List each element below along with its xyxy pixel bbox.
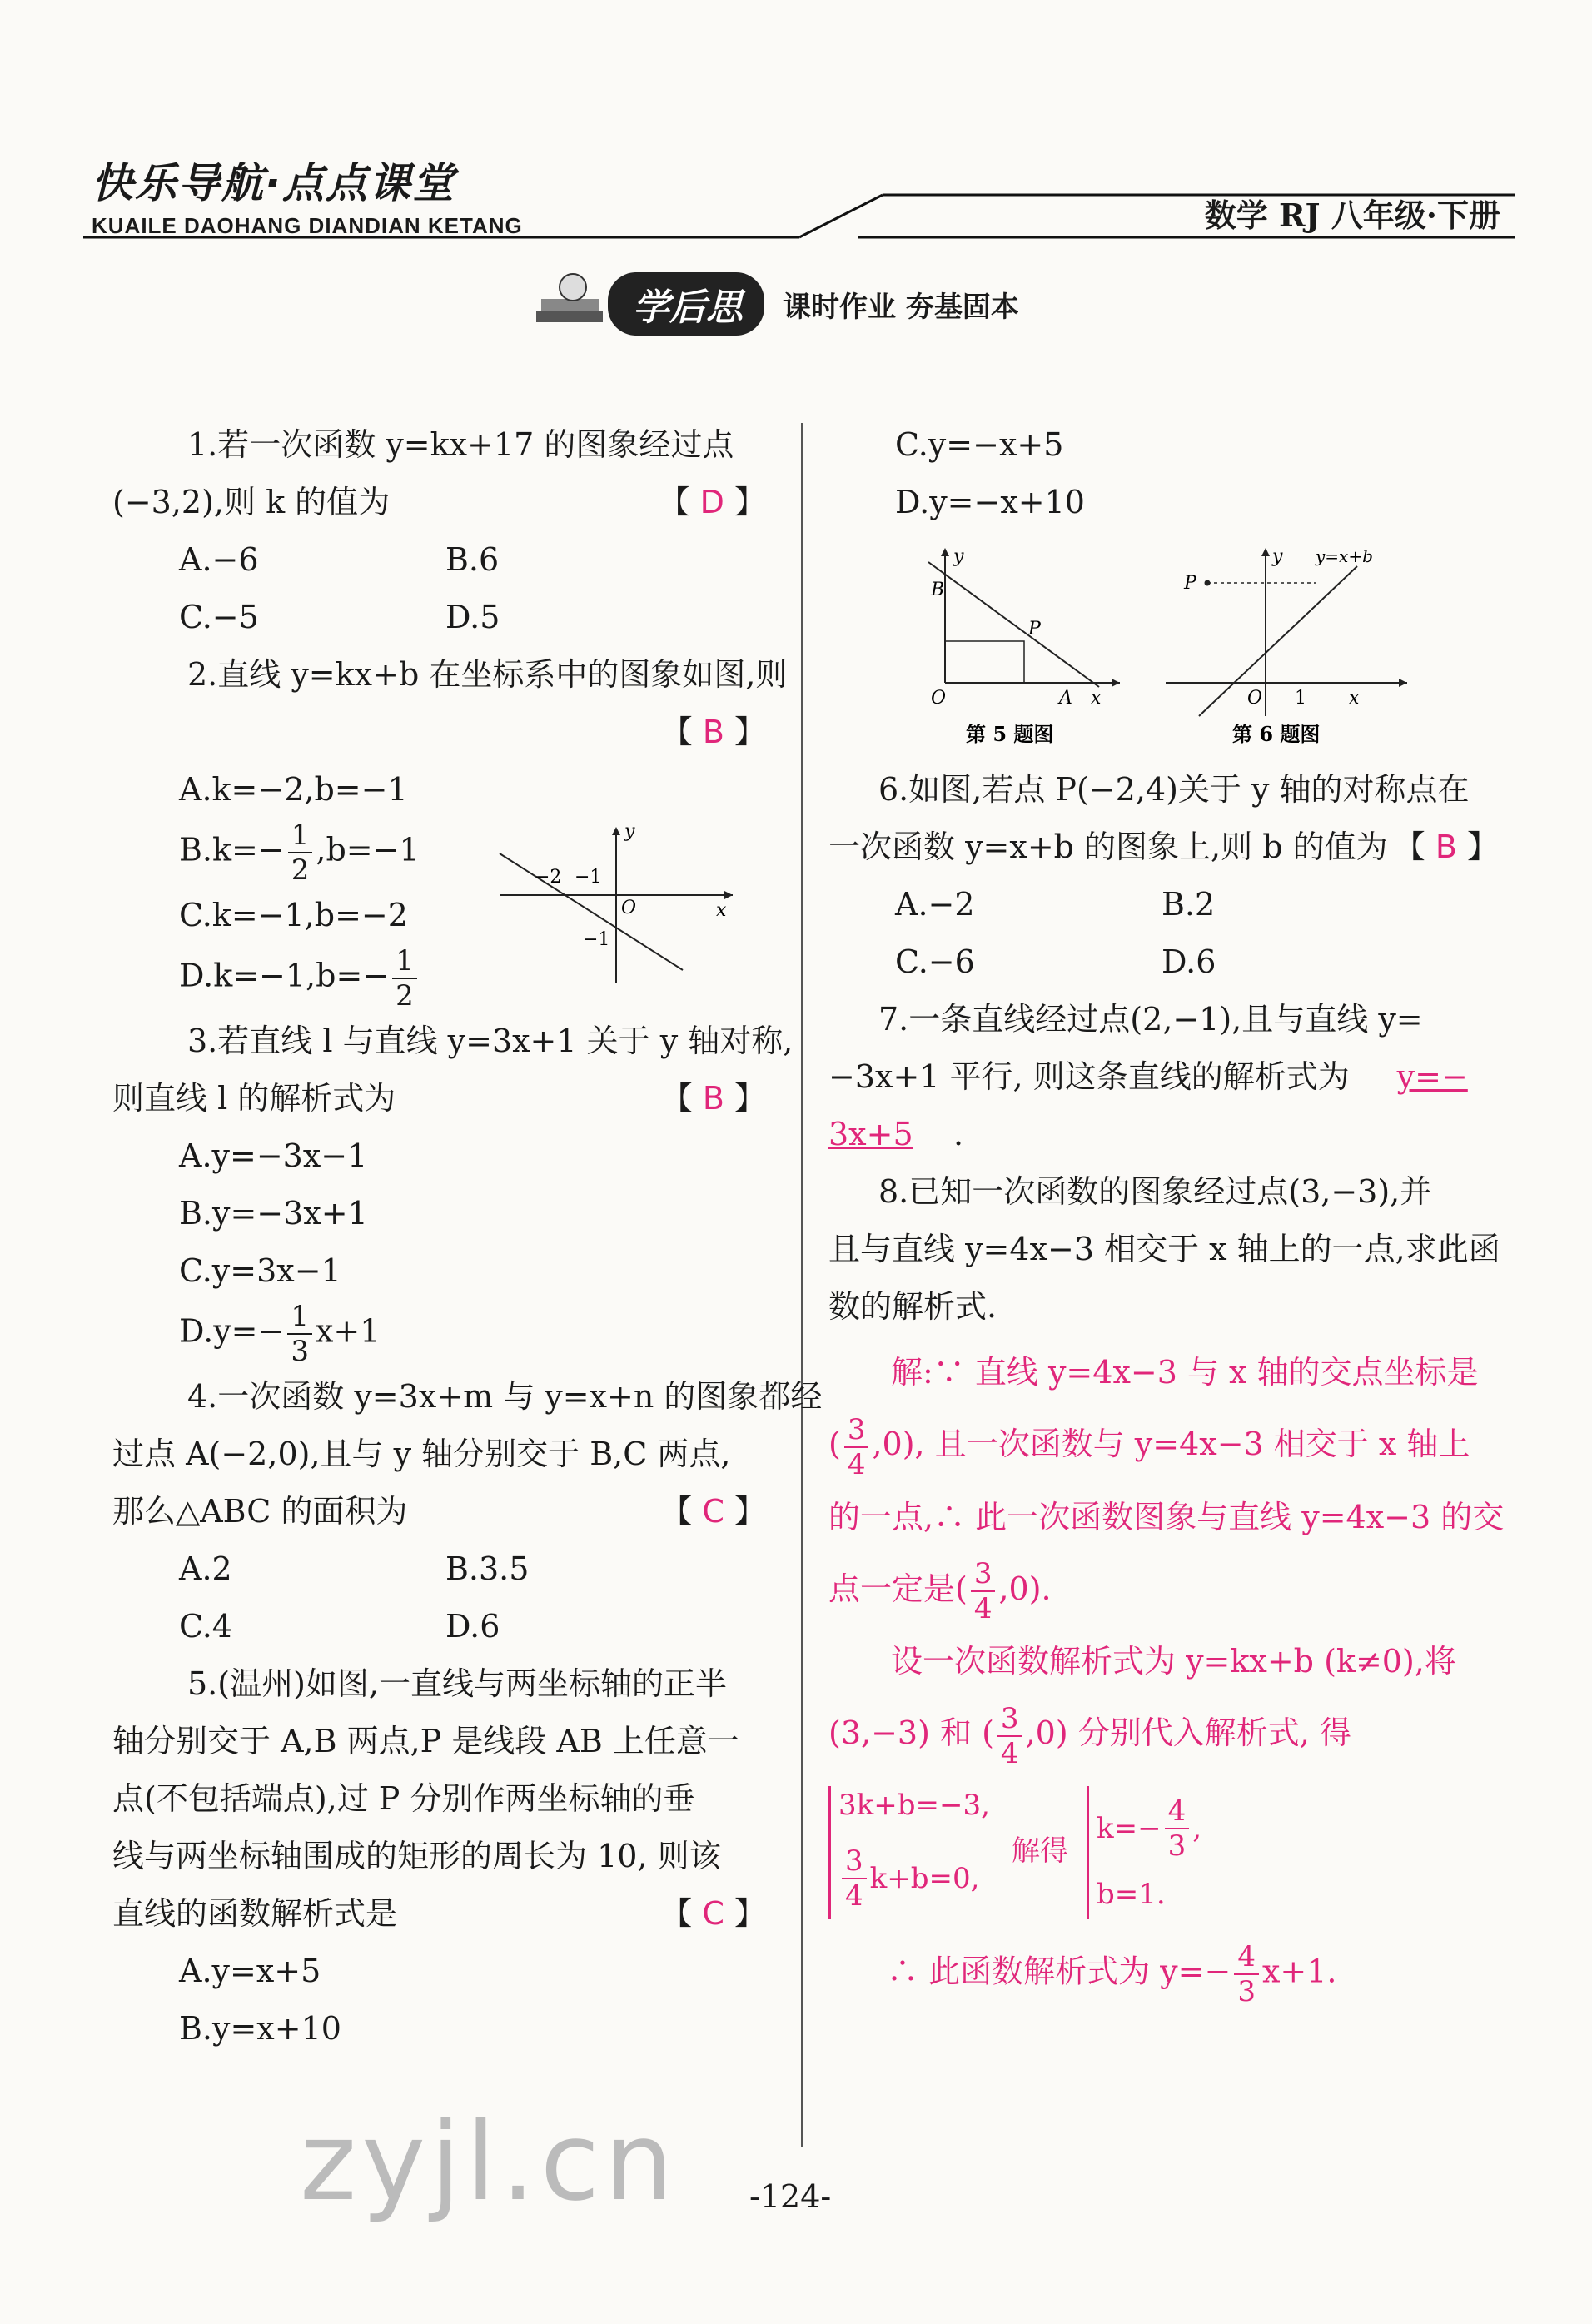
q2-fig-tick-m2: −2 xyxy=(535,867,562,888)
q8-sol-line4: 点一定是( $\frac{3}{4}$ ,0). xyxy=(828,1557,1052,1625)
right-column xyxy=(828,416,1499,531)
q8-sol-line1: 解:∵ 直线 y=4x−3 与 x 轴的交点坐标是 xyxy=(891,1354,1479,1391)
q7-answer-part2: 3x+5 xyxy=(828,1116,913,1152)
q1-line1: 1.若一次函数 y=kx+17 的图象经过点 xyxy=(187,426,734,463)
q3-line2: 则直线 l 的解析式为 【 B 】 xyxy=(112,1080,766,1117)
section-banner xyxy=(533,271,1019,337)
q6-options-cd: C.−6 D.6 xyxy=(895,943,1216,980)
column-divider xyxy=(801,423,803,2147)
q2-line2: 【 B 】 xyxy=(660,714,766,750)
q5-fig-caption: 第 5 题图 xyxy=(966,722,1054,746)
q5-line1: 5.(温州)如图,一直线与两坐标轴的正半 xyxy=(187,1665,727,1702)
watermark: zyjl.cn xyxy=(300,2098,679,2225)
left-column xyxy=(112,416,823,2058)
q6-fig-point-p: P xyxy=(1184,573,1196,594)
q6-line2: 一次函数 y=x+b 的图象上,则 b 的值为 【 B 】 xyxy=(828,829,1499,865)
q2-figure xyxy=(491,820,741,987)
q7-line3: 3x+5 . xyxy=(828,1106,1499,1163)
brand-title: 快乐导航·点点课堂 xyxy=(92,159,455,207)
q6-fig-tick-1: 1 xyxy=(1295,688,1306,709)
q6-line1: 6.如图,若点 P(−2,4)关于 y 轴的对称点在 xyxy=(878,771,1470,808)
q1-options-ab: A.−6 B.6 xyxy=(179,541,500,578)
q5-fig-point-a: A xyxy=(1059,688,1072,709)
q3-option-d: D.y=− $\frac{1}{3}$ x+1 xyxy=(179,1300,381,1368)
q2-option-b: B.k=− $\frac{1}{2}$ ,b=−1 xyxy=(179,819,420,887)
q2-fig-x-label: x xyxy=(716,900,727,921)
q2-option-d: D.k=−1,b=− $\frac{1}{2}$ xyxy=(112,944,783,1013)
q1-options-cd: C.−5 D.5 xyxy=(179,599,500,635)
q5-fig-point-b: B xyxy=(931,580,945,600)
q5-line2: 轴分别交于 A,B 两点,P 是线段 AB 上任意一 xyxy=(112,1723,739,1759)
header-rule xyxy=(83,192,1515,241)
q5-fig-y-label: y xyxy=(953,546,964,567)
q5-figure xyxy=(916,541,1124,749)
page-number: -124- xyxy=(749,2178,832,2215)
subject-label: 数学 RJ 八年级·下册 xyxy=(1204,197,1500,234)
q5-option-d: D.y=−x+10 xyxy=(895,484,1085,520)
q8-line3: 数的解析式. xyxy=(828,1288,997,1325)
q7-line2: −3x+1 平行, 则这条直线的解析式为 y=− xyxy=(828,1048,1499,1106)
q2-fig-tick-m1: −1 xyxy=(575,867,602,888)
brand-subtitle: KUAILE DAOHANG DIANDIAN KETANG xyxy=(92,213,523,238)
q3-option-b: B.y=−3x+1 xyxy=(179,1195,368,1232)
right-column-lower xyxy=(828,761,1499,1336)
q8-line2: 且与直线 y=4x−3 相交于 x 轴上的一点,求此函 xyxy=(828,1231,1500,1267)
lamp-books-icon xyxy=(533,271,608,337)
q6-fig-caption: 第 6 题图 xyxy=(1232,722,1321,746)
q5-option-a: A.y=x+5 xyxy=(179,1953,321,1989)
q8-result-b: b=1. xyxy=(1097,1878,1166,1911)
q5-fig-point-p: P xyxy=(1028,619,1041,639)
q6-fig-x-label: x xyxy=(1349,688,1360,709)
q2-fig-origin: O xyxy=(621,898,637,918)
q8-sys-eq2: $\frac{3}{4}$ k+b=0, xyxy=(838,1844,979,1913)
q6-fig-line-label: y=x+b xyxy=(1316,546,1373,566)
q8-sys-eq1: 3k+b=−3, xyxy=(838,1789,990,1822)
q6-fig-y-label: y xyxy=(1272,546,1283,567)
q8-sol-line2: ( $\frac{3}{4}$ ,0), 且一次函数与 y=4x−3 相交于 x 轴上 xyxy=(828,1412,1470,1481)
q5-line4: 线与两坐标轴围成的矩形的周长为 10, 则该 xyxy=(112,1838,721,1874)
q3-option-c: C.y=3x−1 xyxy=(179,1252,341,1289)
q4-line2: 过点 A(−2,0),且与 y 轴分别交于 B,C 两点, xyxy=(112,1436,731,1472)
q4-line3: 那么△ABC 的面积为 【 C 】 xyxy=(112,1493,766,1530)
banner-sub: 课时作业 夯基固本 xyxy=(783,290,1019,324)
q1-answer: D xyxy=(699,484,724,520)
q2-answer: B xyxy=(702,714,724,750)
q2-fig-y-label: y xyxy=(624,821,635,842)
q8-solution xyxy=(828,1336,1505,1770)
q1-line2: (−3,2),则 k 的值为 【 D 】 xyxy=(112,484,766,520)
q3-answer: B xyxy=(702,1080,724,1117)
q6-answer: B xyxy=(1435,829,1457,865)
q8-sol-line5: 设一次函数解析式为 y=kx+b (k≠0),将 xyxy=(891,1643,1456,1680)
q8-result-k: k=− $\frac{4}{3}$ , xyxy=(1097,1794,1202,1863)
q8-equation-system xyxy=(828,1782,1499,1923)
q2-line1: 2.直线 y=kx+b 在坐标系中的图象如图,则 xyxy=(187,656,788,693)
q6-figure xyxy=(1157,541,1432,749)
q5-fig-origin: O xyxy=(931,688,947,709)
q4-line1: 4.一次函数 y=3x+m 与 y=x+n 的图象都经 xyxy=(187,1378,823,1415)
q2-option-a: A.k=−2,b=−1 xyxy=(179,771,408,808)
q5-line5: 直线的函数解析式是 【 C 】 xyxy=(112,1895,766,1932)
q7-answer-part1: y=− xyxy=(1396,1058,1468,1095)
q3-option-a: A.y=−3x−1 xyxy=(179,1137,368,1174)
q5-fig-x-label: x xyxy=(1091,688,1102,709)
q4-options-cd: C.4 D.6 xyxy=(179,1608,500,1645)
q8-line1: 8.已知一次函数的图象经过点(3,−3),并 xyxy=(878,1173,1432,1210)
q6-options-ab: A.−2 B.2 xyxy=(895,886,1216,923)
q8-sol-line6: (3,−3) 和 ( $\frac{3}{4}$ ,0) 分别代入解析式, 得 xyxy=(828,1701,1351,1770)
q7-line1: 7.一条直线经过点(2,−1),且与直线 y= xyxy=(878,1001,1423,1038)
q5-option-c: C.y=−x+5 xyxy=(895,426,1064,463)
q2-fig-tick-ym1: −1 xyxy=(583,929,610,950)
q8-sol-line3: 的一点,∴ 此一次函数图象与直线 y=4x−3 的交 xyxy=(828,1498,1505,1535)
banner-main: 学后思 xyxy=(608,272,764,336)
q3-line1: 3.若直线 l 与直线 y=3x+1 关于 y 轴对称, xyxy=(187,1023,794,1059)
q6-fig-origin: O xyxy=(1247,688,1263,709)
q5-option-b: B.y=x+10 xyxy=(179,2010,341,2047)
q4-answer: C xyxy=(702,1493,724,1530)
q8-solve-word: 解得 xyxy=(1012,1834,1068,1868)
q8-final: ∴ 此函数解析式为 y=− $\frac{4}{3}$ x+1. xyxy=(887,1940,1337,2008)
q4-options-ab: A.2 B.3.5 xyxy=(179,1550,530,1587)
q5-line3: 点(不包括端点),过 P 分别作两坐标轴的垂 xyxy=(112,1780,695,1817)
q5-answer: C xyxy=(702,1895,724,1932)
q2-option-c: C.k=−1,b=−2 xyxy=(179,897,408,933)
